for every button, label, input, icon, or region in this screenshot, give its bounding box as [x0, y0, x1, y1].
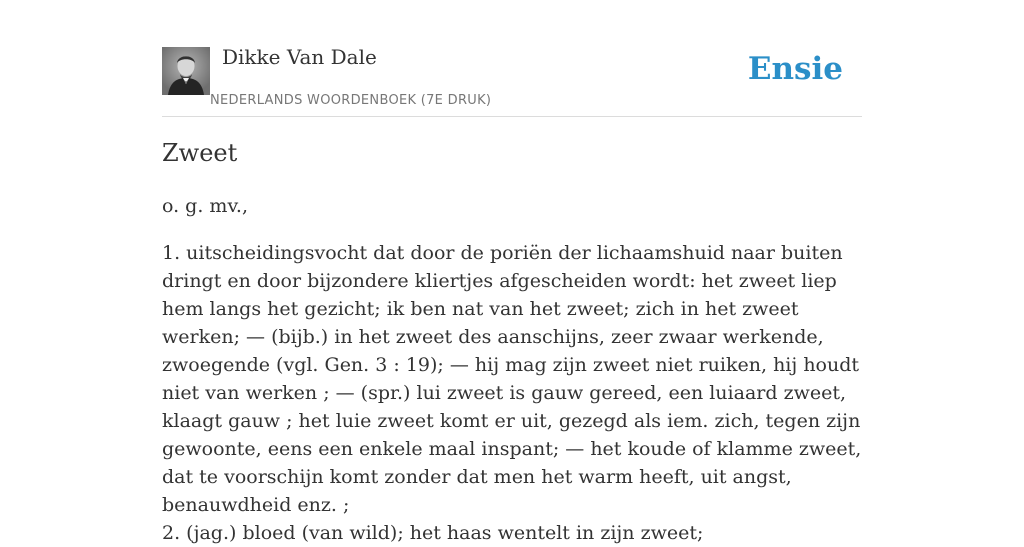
- definition-2: 2. (jag.) bloed (van wild); het haas wentelt in zijn zweet;: [162, 522, 704, 544]
- header: [162, 44, 862, 117]
- author-avatar[interactable]: [162, 47, 210, 95]
- entry-body: [162, 192, 868, 547]
- ensie-logo[interactable]: Ensie: [747, 51, 843, 87]
- author-portrait-icon: [162, 47, 210, 95]
- author-name[interactable]: Dikke Van Dale: [222, 45, 377, 69]
- entry-title: Zweet: [162, 139, 238, 167]
- grammar-note: o. g. mv.,: [162, 195, 249, 217]
- definition-1: 1. uitscheidingsvocht dat door de poriën der lichaamshuid naar buiten dringt en door bijzondere kliertjes afgescheiden wordt: het zweet liep hem langs het gezicht; ik ben nat van het zweet; zich in het zweet werken; — (bijb.) in het zweet des aanschijns, zeer zwaar werkende, zwoegende (vgl. Gen. 3 : 19); — hij mag zijn zweet niet ruiken, hij houdt niet van werken ; — (spr.) lui zweet is gauw gereed, een luiaard zweet, klaagt gauw ; het luie zweet komt er uit, gezegd als iem. zich, tegen zijn gewoonte, eens een enkele maal inspant; — het koude of klamme zweet, dat te voorschijn komt zonder dat men het warm heeft, uit angst, benauwdheid enz. ;: [162, 242, 862, 516]
- source-title[interactable]: NEDERLANDS WOORDENBOEK (7E DRUK): [210, 93, 492, 108]
